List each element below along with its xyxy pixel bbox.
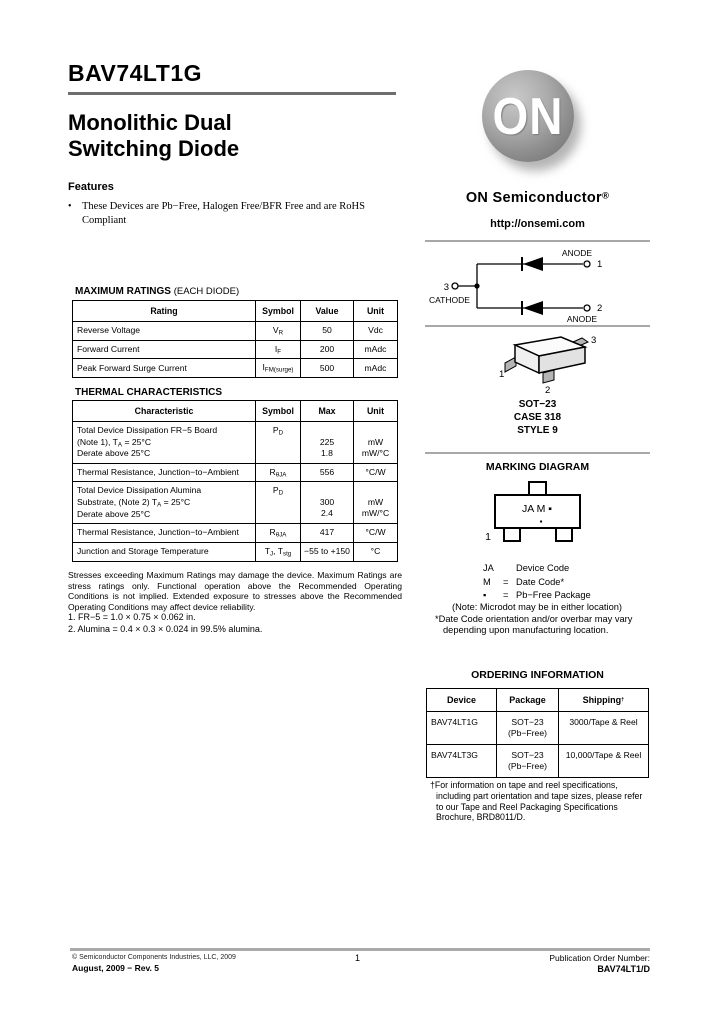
symbol-subscript: D	[278, 490, 284, 498]
cell-line: (Pb−Free)	[508, 728, 547, 738]
cell-line: SOT−23	[511, 750, 544, 760]
anode-bottom-pin-number: 2	[597, 303, 603, 314]
title-rule	[68, 92, 396, 95]
dual-diode-schematic-icon	[425, 248, 650, 324]
column-header: Package	[497, 689, 559, 712]
page-title-line2: Switching Diode	[68, 136, 240, 161]
table-row	[73, 482, 398, 524]
ordering-heading: ORDERING INFORMATION	[471, 669, 604, 681]
max-ratings-table	[72, 300, 398, 378]
unit-cell	[354, 524, 398, 543]
symbol-text: Substrate, (Note 2) T	[77, 496, 158, 507]
legend-value: Date Code*	[516, 576, 565, 587]
symbol-cell	[256, 322, 301, 341]
feature-text: These Devices are Pb−Free, Halogen Free/BFR Free and are RoHS Compliant	[82, 201, 365, 226]
package-drawing	[425, 333, 650, 400]
symbol-text: R	[269, 466, 276, 477]
symbol-text: P	[272, 425, 279, 435]
package-pin3-number: 3	[591, 335, 597, 346]
thermal-heading: THERMAL CHARACTERISTICS	[75, 387, 223, 398]
table-row	[73, 463, 398, 482]
legend-key: JA	[483, 563, 494, 573]
legend-row	[483, 589, 643, 603]
cell-line	[77, 467, 252, 479]
table-row	[73, 322, 398, 341]
brand-url-link[interactable]: http://onsemi.com	[490, 218, 585, 230]
cell-line: mW	[367, 496, 384, 507]
symbol-subscript: A	[157, 501, 162, 509]
table-header-row	[73, 401, 398, 422]
cell-line	[77, 485, 252, 497]
page-title	[68, 110, 239, 162]
separator	[425, 452, 650, 454]
value-cell: 500	[301, 359, 354, 378]
symbol-text: Thermal Resistance, Junction−to−Ambient	[77, 466, 239, 477]
package-name: SOT−23	[518, 399, 557, 410]
cell-line: 556	[319, 466, 335, 477]
footer-rule	[70, 948, 650, 951]
separator	[425, 240, 650, 242]
marking-pin1-number: 1	[485, 531, 491, 543]
symbol-text: Total Device Dissipation Alumina	[77, 485, 202, 496]
symbol-cell	[256, 463, 301, 482]
max-cell	[301, 482, 354, 524]
unit-cell: mAdc	[354, 340, 398, 359]
cell-line	[77, 437, 252, 449]
part-number-title: BAV74LT1G	[68, 60, 203, 86]
cell-line: °C/W	[365, 527, 386, 538]
symbol-subscript: A	[117, 441, 123, 449]
column-header: Max	[301, 401, 354, 422]
marking-diagram-heading: MARKING DIAGRAM	[485, 461, 590, 473]
symbol-cell	[256, 524, 301, 543]
cell-line	[357, 485, 394, 497]
symbol-subscript: θJA	[275, 531, 287, 539]
symbol-subscript: θJA	[275, 471, 287, 479]
characteristic-cell	[73, 463, 256, 482]
column-header: Characteristic	[73, 401, 256, 422]
circuit-diagram	[425, 248, 650, 329]
symbol-text: (Note 1), T	[77, 436, 118, 447]
value-cell: 50	[301, 322, 354, 341]
symbol-text: I	[274, 343, 278, 354]
anode-bottom-label: ANODE	[566, 314, 598, 324]
symbol-subscript: stg	[282, 550, 292, 558]
column-header: Symbol	[256, 401, 301, 422]
symbol-text: Total Device Dissipation FR−5 Board	[77, 425, 218, 435]
column-header: Device	[427, 689, 497, 712]
cell-line: 300	[319, 496, 335, 507]
marking-chip-icon	[425, 478, 650, 556]
column-header: Rating	[73, 301, 256, 322]
unit-cell	[354, 463, 398, 482]
cell-line	[77, 527, 252, 539]
package-cell	[497, 712, 559, 745]
unit-cell	[354, 542, 398, 561]
cathode-pin-number: 3	[443, 282, 449, 293]
cell-line: 1.8	[321, 448, 333, 458]
feature-item	[68, 200, 398, 228]
column-header: Unit	[354, 301, 398, 322]
symbol-cell	[256, 359, 301, 378]
symbol-subscript: J	[270, 550, 274, 558]
symbol-cell	[256, 340, 301, 359]
characteristic-cell	[73, 524, 256, 543]
max-ratings-heading-suffix: (EACH DIODE)	[173, 286, 240, 297]
unit-cell: mAdc	[354, 359, 398, 378]
characteristic-cell	[73, 422, 256, 464]
symbol-subscript: D	[278, 429, 284, 437]
bullet-icon: •	[68, 201, 72, 212]
cell-line: °C	[370, 546, 381, 557]
sot23-package-icon	[425, 333, 650, 395]
cathode-label: CATHODE	[429, 295, 470, 305]
legend-eq: =	[503, 590, 509, 600]
symbol-text: = 25°C	[122, 436, 152, 447]
cell-line	[77, 509, 252, 521]
cell-line: (Pb−Free)	[508, 761, 547, 771]
cell-line: 2.4	[321, 508, 333, 519]
table-row	[73, 524, 398, 543]
shipping-cell: 10,000/Tape & Reel	[559, 745, 649, 778]
marking-code-text: JA M ▪	[522, 503, 552, 515]
marking-note: (Note: Microdot may be in either location)	[452, 602, 622, 612]
table-header-row	[73, 301, 398, 322]
legend-key: ▪	[483, 590, 487, 600]
separator	[425, 325, 650, 327]
ordering-footnote: †For information on tape and reel specifications, including part orientation and tape sizes, please refer to our Tape and Reel Packaging Specifications Brochure, BRD8011/D.	[430, 780, 643, 823]
cell-line: °C/W	[365, 466, 386, 477]
logo-on-text: ON	[492, 86, 564, 146]
column-header: Symbol	[256, 301, 301, 322]
brand-name-text: ON Semiconductor	[465, 190, 602, 206]
shipping-cell: 3000/Tape & Reel	[559, 712, 649, 745]
on-semiconductor-logo	[482, 70, 574, 162]
symbol-text: Junction and Storage Temperature	[77, 546, 209, 557]
cell-line: mW	[367, 436, 384, 447]
unit-cell	[354, 482, 398, 524]
cell-line	[77, 425, 252, 437]
legend-eq: =	[503, 576, 509, 587]
symbol-cell	[256, 542, 301, 561]
marking-microdot: ▪	[539, 517, 543, 526]
cell-line: mW/°C	[361, 508, 390, 519]
rating-cell: Peak Forward Surge Current	[73, 359, 256, 378]
cell-line: −55 to +150	[304, 546, 350, 557]
cell-line	[77, 546, 252, 558]
unit-cell	[354, 422, 398, 464]
cell-line	[77, 497, 252, 509]
package-style: STYLE 9	[517, 425, 558, 436]
footer-copyright: © Semiconductor Components Industries, LLC, 2009	[72, 954, 236, 961]
max-cell	[301, 422, 354, 464]
max-cell	[301, 524, 354, 543]
symbol-text: , T	[273, 545, 283, 556]
max-ratings-heading-bold: MAXIMUM RATINGS	[75, 286, 171, 297]
cell-line: 225	[319, 436, 335, 447]
marking-legend	[483, 562, 643, 603]
ordering-table	[426, 688, 649, 778]
package-caption	[425, 398, 650, 437]
thermal-table	[72, 400, 398, 562]
features-heading: Features	[68, 181, 114, 193]
table-row	[73, 542, 398, 561]
legend-row	[483, 576, 643, 590]
package-pin1-number: 1	[499, 369, 505, 380]
cell-line	[304, 485, 350, 497]
footer-page-number: 1	[355, 953, 361, 963]
cell-line: 417	[319, 527, 335, 538]
symbol-text: Derate above 25°C	[77, 448, 151, 459]
ratings-disclaimer: Stresses exceeding Maximum Ratings may damage the device. Maximum Ratings are stress ratings only. Functional operation above the Recommended Operating Conditions is not implied. Extended exposure to stresses above the Recommended Operating Conditions may affect device reliability.	[68, 570, 402, 612]
note-line: 1. FR−5 = 1.0 × 0.75 × 0.062 in.	[68, 612, 196, 622]
characteristic-cell	[73, 482, 256, 524]
marking-datecode-note: *Date Code orientation and/or overbar may vary depending upon manufacturing location.	[435, 614, 633, 635]
symbol-text: V	[272, 325, 279, 335]
legend-eq	[503, 562, 516, 576]
symbol-text: P	[272, 485, 279, 496]
symbol-text: T	[264, 545, 270, 556]
symbol-text: R	[269, 527, 276, 538]
registered-mark: ®	[601, 189, 610, 201]
characteristic-cell	[73, 542, 256, 561]
symbol-text: Thermal Resistance, Junction−to−Ambient	[77, 527, 239, 538]
note-line: 2. Alumina = 0.4 × 0.3 × 0.024 in 99.5% alumina.	[68, 623, 263, 634]
column-header: Shipping†	[559, 689, 649, 712]
anode-top-pin-number: 1	[597, 259, 603, 270]
rating-cell: Forward Current	[73, 340, 256, 359]
table-row	[73, 422, 398, 464]
device-cell: BAV74LT1G	[427, 712, 497, 745]
max-cell	[301, 463, 354, 482]
page-title-line1: Monolithic Dual	[68, 110, 232, 135]
notes-list	[68, 612, 402, 635]
brand-name	[425, 190, 650, 206]
footer-date-rev: August, 2009 − Rev. 5	[72, 963, 160, 973]
dagger-mark: †	[621, 696, 625, 703]
unit-cell: Vdc	[354, 322, 398, 341]
cell-line: mW/°C	[361, 448, 390, 458]
marking-diagram	[425, 478, 650, 561]
table-row	[427, 745, 649, 778]
table-header-row	[427, 689, 649, 712]
legend-row	[483, 562, 643, 576]
footer-publication-number: BAV74LT1/D	[597, 964, 650, 974]
table-row	[427, 712, 649, 745]
max-ratings-heading	[75, 286, 239, 297]
legend-value: Pb−Free Package	[516, 590, 591, 600]
symbol-subscript: F	[277, 348, 282, 356]
package-cell	[497, 745, 559, 778]
symbol-text: I	[262, 362, 265, 373]
symbol-text: Derate above 25°C	[77, 508, 151, 519]
cell-line	[304, 425, 350, 437]
cell-line: SOT−23	[511, 717, 544, 727]
table-row	[73, 340, 398, 359]
symbol-subscript: R	[278, 329, 284, 337]
value-cell: 200	[301, 340, 354, 359]
device-cell: BAV74LT3G	[427, 745, 497, 778]
symbol-text: = 25°C	[161, 496, 191, 507]
legend-value: Device Code	[516, 563, 570, 573]
column-header: Unit	[354, 401, 398, 422]
footer-publication-label: Publication Order Number:	[549, 953, 650, 963]
anode-top-label: ANODE	[561, 248, 593, 258]
package-case: CASE 318	[513, 412, 562, 423]
symbol-cell	[256, 482, 301, 524]
symbol-cell	[256, 422, 301, 464]
rating-cell: Reverse Voltage	[73, 322, 256, 341]
column-header: Value	[301, 301, 354, 322]
cell-line	[357, 425, 394, 437]
package-pin2-number: 2	[545, 385, 551, 395]
table-row	[73, 359, 398, 378]
legend-key: M	[483, 576, 491, 587]
max-cell	[301, 542, 354, 561]
cell-line	[77, 448, 252, 460]
symbol-subscript: FM(surge)	[264, 367, 294, 375]
